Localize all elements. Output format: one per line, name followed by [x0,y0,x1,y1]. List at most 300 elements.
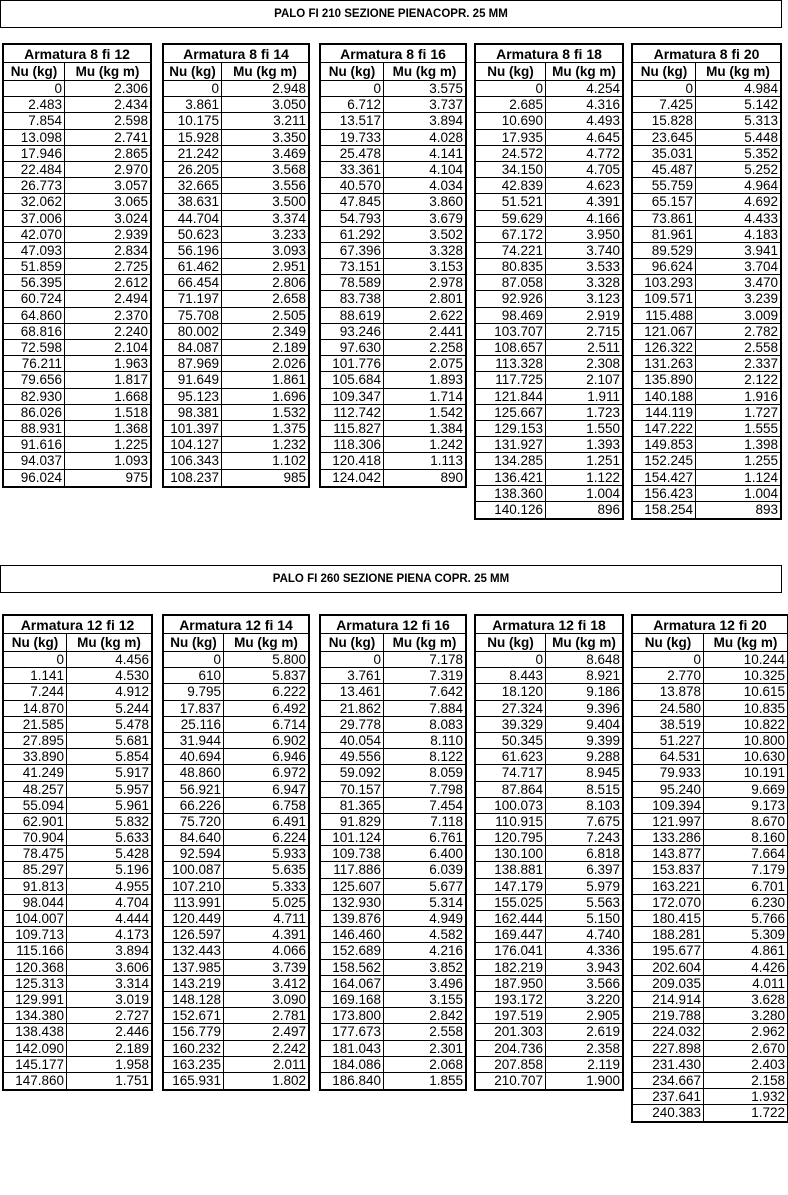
cell-nu: 207.858 [476,1057,546,1073]
table-row [476,470,622,486]
cell-nu: 117.886 [321,862,384,878]
cell-nu: 101.124 [321,830,384,846]
table-row [164,1041,308,1057]
cell-nu: 68.816 [4,324,65,340]
cell-nu: 26.205 [164,162,222,178]
cell-nu: 98.044 [4,895,67,911]
cell-nu: 182.219 [476,960,546,976]
table-row [321,1024,465,1040]
cell-nu: 138.438 [4,1024,67,1040]
cell-nu: 18.120 [476,684,546,700]
cell-nu: 13.098 [4,130,65,146]
cell-nu: 13.878 [633,684,704,700]
table-title: Armatura 12 fi 18 [476,616,622,634]
table-row [4,259,150,275]
table-row [164,275,308,291]
header-mu: Mu (kg m) [392,635,457,650]
cell-mu: 2.189 [222,340,308,356]
header-mu: Mu (kg m) [75,64,140,79]
table-row [164,943,308,959]
moment-table [2,614,153,1091]
cell-nu: 48.257 [4,782,67,798]
table-row [164,389,308,405]
cell-mu: 9.288 [546,749,622,765]
table-row [321,211,465,227]
table-row [164,162,308,178]
cell-nu: 78.589 [321,275,384,291]
cell-nu: 25.478 [321,146,384,162]
cell-mu: 5.681 [67,733,151,749]
cell-mu: 5.252 [696,162,780,178]
cell-mu: 6.946 [224,749,308,765]
table-row [164,227,308,243]
cell-nu: 88.619 [321,308,384,324]
cell-mu: 2.834 [65,243,150,259]
table-row [4,814,151,830]
table-row [321,405,465,421]
cell-nu: 65.157 [633,194,696,210]
table-row [476,227,622,243]
header-nu: Nu (kg) [164,634,224,651]
cell-nu: 39.329 [476,717,546,733]
cell-nu: 51.227 [633,733,704,749]
table-row [633,227,780,243]
cell-mu: 8.648 [546,652,622,668]
table-row [476,960,622,976]
table-header [321,63,465,81]
table-row [633,356,780,372]
table-row [476,1073,622,1089]
cell-nu: 140.188 [633,389,696,405]
cell-nu: 0 [476,81,546,97]
table-header [476,634,622,652]
cell-mu: 1.102 [222,453,308,469]
cell-nu: 56.921 [164,782,224,798]
table-row [633,97,780,113]
table-row [164,259,308,275]
cell-mu: 5.150 [546,911,622,927]
table-row [633,960,787,976]
cell-nu: 81.365 [321,798,384,814]
cell-nu: 142.090 [4,1041,67,1057]
cell-mu: 4.173 [67,927,151,943]
cell-mu: 2.494 [65,291,150,307]
table-row [4,782,151,798]
cell-nu: 109.713 [4,927,67,943]
cell-mu: 5.933 [224,846,308,862]
table-title: Armatura 8 fi 16 [321,45,465,63]
table-row [164,701,308,717]
moment-table [631,43,782,520]
table-row [321,668,465,684]
cell-nu: 100.087 [164,862,224,878]
table-row [4,243,150,259]
cell-nu: 34.150 [476,162,546,178]
cell-mu: 9.186 [546,684,622,700]
cell-mu: 2.905 [546,1008,622,1024]
cell-mu: 3.314 [67,976,151,992]
cell-mu: 3.239 [696,291,780,307]
cell-mu: 2.725 [65,259,150,275]
cell-mu: 5.478 [67,717,151,733]
cell-mu: 4.028 [384,130,465,146]
table-row [4,992,151,1008]
table-row [633,830,787,846]
table-row [633,668,787,684]
cell-nu: 129.991 [4,992,67,1008]
table-row [476,814,622,830]
cell-mu: 4.433 [696,211,780,227]
header-mu: Mu (kg m) [552,64,616,79]
table-row [321,1041,465,1057]
table-title: Armatura 8 fi 20 [633,45,780,63]
header-nu: Nu (kg) [633,63,696,80]
table-row [476,1057,622,1073]
cell-mu: 4.949 [384,911,465,927]
cell-mu: 2.403 [704,1057,787,1073]
cell-nu: 24.572 [476,146,546,162]
cell-mu: 3.679 [384,211,465,227]
table-row [633,1041,787,1057]
cell-mu: 1.963 [65,356,150,372]
cell-nu: 32.665 [164,178,222,194]
cell-nu: 231.430 [633,1057,704,1073]
table-row [4,421,150,437]
moment-table [474,43,624,520]
cell-nu: 54.793 [321,211,384,227]
cell-nu: 134.285 [476,453,546,469]
cell-nu: 209.035 [633,976,704,992]
cell-mu: 1.861 [222,372,308,388]
cell-mu: 1.398 [696,437,780,453]
cell-nu: 163.221 [633,879,704,895]
cell-mu: 4.034 [384,178,465,194]
table-row [476,162,622,178]
table-row [4,927,151,943]
table-row [321,943,465,959]
table-row [164,782,308,798]
cell-mu: 985 [283,469,306,485]
table-header [633,63,780,81]
cell-mu: 2.358 [546,1041,622,1057]
cell-mu: 7.675 [546,814,622,830]
cell-mu: 3.280 [704,1008,787,1024]
cell-nu: 31.944 [164,733,224,749]
cell-mu: 4.456 [67,652,151,668]
cell-nu: 59.629 [476,211,546,227]
header-mu: Mu (kg m) [706,64,770,79]
table-row [321,356,465,372]
cell-mu: 3.852 [384,960,465,976]
cell-nu: 51.859 [4,259,65,275]
table-row [476,324,622,340]
cell-mu: 890 [440,469,463,485]
cell-mu: 2.658 [222,291,308,307]
cell-nu: 155.025 [476,895,546,911]
cell-nu: 1.141 [4,668,67,684]
cell-mu: 1.550 [546,421,622,437]
cell-mu: 2.978 [384,275,465,291]
table-row [476,308,622,324]
cell-nu: 87.058 [476,275,546,291]
cell-nu: 162.444 [476,911,546,927]
cell-mu: 3.740 [546,243,622,259]
header-nu: Nu (kg) [476,63,546,80]
cell-mu: 1.958 [67,1057,151,1073]
cell-mu: 5.309 [704,927,787,943]
cell-nu: 2.483 [4,97,65,113]
cell-mu: 5.766 [704,911,787,927]
table-row [633,211,780,227]
table-row [4,701,151,717]
table-row [476,486,622,502]
cell-nu: 27.324 [476,701,546,717]
cell-nu: 124.042 [321,470,384,486]
table-row [321,798,465,814]
cell-mu: 2.441 [384,324,465,340]
table-row [321,421,465,437]
table-row [476,927,622,943]
cell-nu: 149.853 [633,437,696,453]
cell-nu: 115.827 [321,421,384,437]
cell-mu: 893 [755,501,778,517]
cell-nu: 0 [321,652,384,668]
cell-mu: 1.232 [222,437,308,453]
table-title: Armatura 8 fi 18 [476,45,622,63]
cell-nu: 121.844 [476,389,546,405]
table-row [164,652,308,668]
cell-mu: 2.308 [546,356,622,372]
table-row [321,862,465,878]
cell-mu: 2.741 [65,130,150,146]
cell-mu: 5.428 [67,846,151,862]
moment-table [2,43,152,488]
header-nu: Nu (kg) [321,634,384,651]
cell-nu: 120.368 [4,960,67,976]
table-row [633,765,787,781]
cell-mu: 2.558 [696,340,780,356]
cell-mu: 8.122 [384,749,465,765]
cell-nu: 112.742 [321,405,384,421]
table-row [321,846,465,862]
table-row [4,976,151,992]
cell-mu: 5.854 [67,749,151,765]
table-row [476,846,622,862]
table-row [321,453,465,469]
cell-mu: 3.566 [546,976,622,992]
cell-mu: 4.336 [546,943,622,959]
cell-mu: 8.059 [384,765,465,781]
cell-mu: 2.240 [65,324,150,340]
cell-nu: 201.303 [476,1024,546,1040]
table-row [4,960,151,976]
cell-mu: 2.919 [546,308,622,324]
cell-nu: 92.594 [164,846,224,862]
table-title: Armatura 12 fi 16 [321,616,465,634]
table-row [4,178,150,194]
cell-mu: 8.110 [384,733,465,749]
cell-mu: 2.970 [65,162,150,178]
table-row [633,405,780,421]
cell-mu: 3.412 [224,976,308,992]
cell-nu: 76.211 [4,356,65,372]
table-row [321,1057,465,1073]
table-row [321,684,465,700]
cell-nu: 7.244 [4,684,67,700]
cell-nu: 74.717 [476,765,546,781]
table-row [476,765,622,781]
header-nu: Nu (kg) [4,634,67,651]
cell-mu: 1.255 [696,453,780,469]
table-row [164,668,308,684]
table-row [321,470,465,486]
cell-mu: 1.113 [384,453,465,469]
cell-mu: 7.178 [384,652,465,668]
cell-nu: 204.736 [476,1041,546,1057]
cell-mu: 7.118 [384,814,465,830]
cell-nu: 126.322 [633,340,696,356]
table-header [164,63,308,81]
table-row [633,453,780,469]
cell-nu: 2.685 [476,97,546,113]
cell-nu: 145.177 [4,1057,67,1073]
table-row [633,879,787,895]
table-row [321,146,465,162]
cell-mu: 1.855 [429,1072,463,1088]
cell-nu: 234.667 [633,1073,704,1089]
table-row [4,340,150,356]
moment-table [474,614,624,1091]
cell-mu: 1.251 [546,453,622,469]
table-row [476,976,622,992]
cell-mu: 3.737 [384,97,465,113]
cell-nu: 17.935 [476,130,546,146]
cell-nu: 106.343 [164,453,222,469]
table-row [4,943,151,959]
cell-mu: 2.558 [384,1024,465,1040]
table-row [164,243,308,259]
cell-nu: 7.854 [4,113,65,129]
table-row [476,830,622,846]
table-row [4,405,150,421]
table-row [4,765,151,781]
table-row [476,911,622,927]
header-mu: Mu (kg m) [552,635,616,650]
moment-table [162,614,310,1091]
table-row [321,291,465,307]
cell-mu: 3.328 [546,275,622,291]
cell-nu: 131.263 [633,356,696,372]
cell-mu: 3.894 [67,943,151,959]
table-row [476,782,622,798]
cell-nu: 148.128 [164,992,224,1008]
cell-mu: 3.533 [546,259,622,275]
cell-mu: 2.806 [222,275,308,291]
cell-mu: 8.921 [546,668,622,684]
header-mu: Mu (kg m) [392,64,457,79]
table-row [476,701,622,717]
table-row [633,684,787,700]
cell-nu: 40.694 [164,749,224,765]
cell-nu: 78.475 [4,846,67,862]
table-row [4,830,151,846]
cell-mu: 1.696 [222,389,308,405]
header-nu: Nu (kg) [476,634,546,651]
cell-nu: 33.890 [4,749,67,765]
table-row [633,895,787,911]
cell-mu: 3.739 [224,960,308,976]
cell-mu: 2.158 [704,1073,787,1089]
cell-mu: 1.518 [65,405,150,421]
cell-nu: 32.062 [4,194,65,210]
cell-nu: 15.928 [164,130,222,146]
table-row [164,911,308,927]
cell-nu: 147.222 [633,421,696,437]
cell-mu: 3.628 [704,992,787,1008]
table-header [633,634,787,652]
cell-mu: 1.375 [222,421,308,437]
cell-nu: 84.640 [164,830,224,846]
table-title: Armatura 8 fi 12 [4,45,150,63]
table-row [164,291,308,307]
table-row [633,652,787,668]
cell-mu: 1.368 [65,421,150,437]
table-row [633,275,780,291]
cell-nu: 37.006 [4,211,65,227]
cell-mu: 1.532 [222,405,308,421]
table-row [4,717,151,733]
cell-mu: 6.039 [384,862,465,878]
cell-nu: 42.070 [4,227,65,243]
table-row [164,405,308,421]
cell-nu: 27.895 [4,733,67,749]
cell-mu: 4.183 [696,227,780,243]
cell-nu: 40.054 [321,733,384,749]
table-row [321,879,465,895]
cell-mu: 4.984 [696,81,780,97]
cell-mu: 2.446 [67,1024,151,1040]
cell-mu: 2.068 [384,1057,465,1073]
cell-nu: 93.246 [321,324,384,340]
cell-mu: 7.319 [384,668,465,684]
table-row [633,1057,787,1073]
table-row [4,668,151,684]
table-row [476,405,622,421]
cell-nu: 136.421 [476,470,546,486]
table-row [476,862,622,878]
cell-mu: 975 [125,469,148,485]
cell-nu: 67.396 [321,243,384,259]
cell-mu: 3.500 [222,194,308,210]
cell-nu: 172.070 [633,895,704,911]
cell-mu: 10.191 [704,765,787,781]
table-row [633,814,787,830]
table-row [164,960,308,976]
cell-nu: 88.931 [4,421,65,437]
table-row [633,130,780,146]
cell-nu: 91.813 [4,879,67,895]
cell-mu: 7.884 [384,701,465,717]
cell-mu: 8.160 [704,830,787,846]
cell-nu: 8.443 [476,668,546,684]
cell-nu: 80.002 [164,324,222,340]
cell-mu: 3.233 [222,227,308,243]
cell-nu: 210.707 [476,1073,546,1089]
cell-nu: 80.835 [476,259,546,275]
header-nu: Nu (kg) [321,63,384,80]
cell-mu: 4.705 [546,162,622,178]
table-row [321,81,465,97]
